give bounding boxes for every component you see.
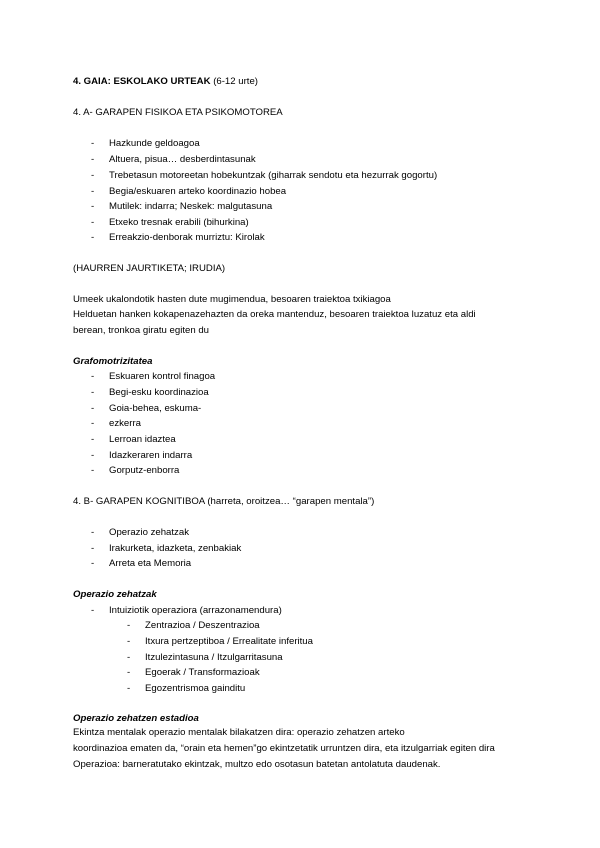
list-bullet: - — [91, 186, 95, 197]
list-item: Etxeko tresnak erabili (bihurkina) — [109, 217, 249, 228]
paragraph-line: Umeek ukalondotik hasten dute mugimendua, besoaren traiektoa txikiagoa — [73, 294, 391, 305]
list-item: Mutilek: indarra; Neskek: malgutasuna — [109, 201, 273, 212]
list-bullet: - — [127, 667, 131, 678]
list-item: Lerroan idaztea — [109, 434, 176, 445]
list-item: Egoerak / Transformazioak — [145, 667, 260, 678]
list-bullet: - — [91, 558, 95, 569]
list-item: Intuiziotik operaziora (arrazonamendura) — [109, 605, 282, 616]
list-item: Trebetasun motoreetan hobekuntzak (giharrak sendotu eta hezurrak gogortu) — [109, 170, 438, 181]
list-bullet: - — [91, 605, 95, 616]
list-item: Operazio zehatzak — [109, 527, 189, 538]
section-b-heading — [73, 496, 374, 508]
list-item: Begi-esku koordinazioa — [109, 387, 209, 398]
list-item: Altuera, pisua… desberdintasunak — [109, 154, 256, 165]
list-bullet: - — [91, 418, 95, 429]
list-bullet: - — [91, 450, 95, 461]
paragraph-line: Operazioa: barneratutako ekintzak, multzo edo osotasun batetan antolatuta daudenak. — [73, 759, 441, 770]
list-bullet: - — [91, 403, 95, 414]
list-bullet: - — [91, 170, 95, 181]
list-bullet: - — [91, 138, 95, 149]
list-bullet: - — [91, 201, 95, 212]
list-bullet: - — [91, 154, 95, 165]
list-bullet: - — [91, 217, 95, 228]
list-bullet: - — [91, 387, 95, 398]
list-item: Goia-behea, eskuma- — [109, 403, 202, 414]
title-main: 4. GAIA: ESKOLAKO URTEAK — [73, 76, 211, 87]
list-bullet: - — [91, 434, 95, 445]
estadioa-heading: Operazio zehatzen estadioa — [73, 713, 199, 724]
list-item: Erreakzio-denborak murriztu: Kirolak — [109, 232, 265, 243]
list-bullet: - — [91, 543, 95, 554]
list-item: Arreta eta Memoria — [109, 558, 192, 569]
list-item: Irakurketa, idazketa, zenbakiak — [109, 543, 242, 554]
title-range: (6-12 urte) — [213, 76, 258, 87]
operazio-heading: Operazio zehatzak — [73, 589, 157, 600]
section-b-subtitle: (harreta, oroitzea… “garapen mentala”) — [207, 496, 375, 507]
paragraph-line: Helduetan hanken kokapenazehazten da oreka mantenduz, besoaren traiektoa luzatuz eta aldi — [73, 309, 476, 320]
list-item: Eskuaren kontrol finagoa — [109, 371, 216, 382]
paragraph-line: Ekintza mentalak operazio mentalak bilakatzen dira: operazio zehatzen arteko — [73, 727, 405, 738]
list-bullet: - — [127, 652, 131, 663]
list-item: Hazkunde geldoagoa — [109, 138, 200, 149]
list-bullet: - — [91, 465, 95, 476]
grafo-heading: Grafomotrizitatea — [73, 356, 153, 367]
list-item: Zentrazioa / Deszentrazioa — [145, 620, 260, 631]
list-bullet: - — [91, 527, 95, 538]
list-item: Itzulezintasuna / Itzulgarritasuna — [145, 652, 283, 663]
list-bullet: - — [91, 232, 95, 243]
section-b-title: 4. B- GARAPEN KOGNITIBOA — [73, 496, 205, 507]
list-item: Gorputz-enborra — [109, 465, 180, 476]
page-title — [73, 76, 258, 88]
list-item: Idazkeraren indarra — [109, 450, 193, 461]
paragraph-line: berean, tronkoa giratu egiten du — [73, 325, 210, 336]
list-item: Begia/eskuaren arteko koordinazio hobea — [109, 186, 287, 197]
list-item: Itxura pertzeptiboa / Errealitate inferitua — [145, 636, 313, 647]
image-caption: (HAURREN JAURTIKETA; IRUDIA) — [73, 263, 226, 274]
section-a-heading: 4. A- GARAPEN FISIKOA ETA PSIKOMOTOREA — [73, 107, 283, 118]
list-bullet: - — [127, 620, 131, 631]
list-bullet: - — [91, 371, 95, 382]
paragraph-line: koordinazioa ematen da, “orain eta hemen”go ekintzetatik urruntzen dira, eta itzulgarriak egiten dira — [73, 743, 495, 754]
list-item: ezkerra — [109, 418, 141, 429]
list-bullet: - — [127, 636, 131, 647]
list-bullet: - — [127, 683, 131, 694]
list-item: Egozentrismoa gainditu — [145, 683, 246, 694]
